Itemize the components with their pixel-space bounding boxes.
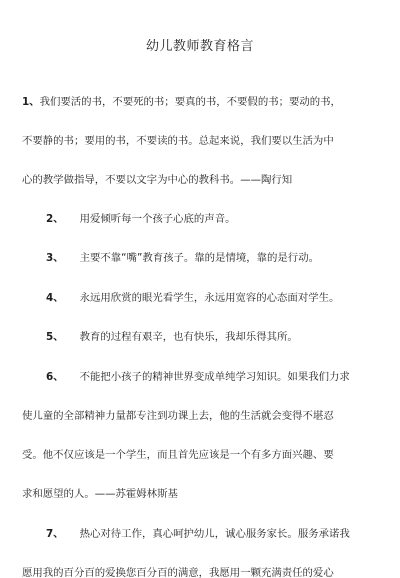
quote-4-number: 4、: [46, 292, 64, 304]
quote-6-number: 6、: [46, 371, 64, 383]
quote-7-line-1: [46, 526, 350, 542]
quote-3-number: 3、: [46, 252, 64, 264]
quote-1-line-1: [22, 94, 341, 110]
quote-6-line-1: [46, 369, 350, 385]
quote-7-number: 7、: [46, 528, 64, 540]
quote-1-line-2: 不要静的书；要用的书，不要读的书。总起来说，我们要以生活为中: [22, 135, 334, 147]
quote-6-line-4: 求和愿望的人。——苏霍姆林斯基: [22, 488, 178, 500]
quote-3-text-1: 主要不靠“嘴”教育孩子。靠的是情境，靠的是行动。: [79, 252, 319, 264]
quote-5-text-1: 教育的过程有艰辛，也有快乐，我却乐得其所。: [79, 331, 298, 343]
quote-1-line-3: 心的教学做指导，不要以文字为中心的教科书。——陶行知: [22, 174, 293, 186]
quote-6-line-2: 使儿童的全部精神力量都专注到功课上去，他的生活就会变得不堪忍: [22, 410, 334, 422]
quote-1-text-1: 我们要活的书，不要死的书；要真的书，不要假的书；要动的书，: [39, 96, 341, 108]
quote-4-text-1: 永远用欣赏的眼光看学生，永远用宽容的心态面对学生。: [79, 292, 340, 304]
quote-7-line-2: 愿用我的百分百的爱换您百分百的满意，我愿用一颗充满责任的爱心: [22, 567, 334, 578]
quote-6-text-1: 不能把小孩子的精神世界变成单纯学习知识。如果我们力求: [79, 371, 350, 383]
quote-4-line-1: [46, 290, 339, 306]
quote-1-number: 1、: [22, 96, 40, 108]
quote-2-number: 2、: [46, 213, 64, 225]
quote-7-text-1: 热心对待工作，真心呵护幼儿，诚心服务家长。服务承诺我: [79, 528, 350, 540]
quote-5-line-1: [46, 329, 298, 345]
quote-2-text-1: 用爱倾听每一个孩子心底的声音。: [79, 213, 236, 225]
quote-5-number: 5、: [46, 331, 64, 343]
quote-3-line-1: [46, 250, 319, 266]
quote-2-line-1: [46, 211, 235, 227]
document-title: 幼儿教师教育格言: [145, 39, 254, 54]
quote-6-line-3: 受。他不仅应该是一个学生，而且首先应该是一个有多方面兴趣、要: [22, 449, 334, 461]
